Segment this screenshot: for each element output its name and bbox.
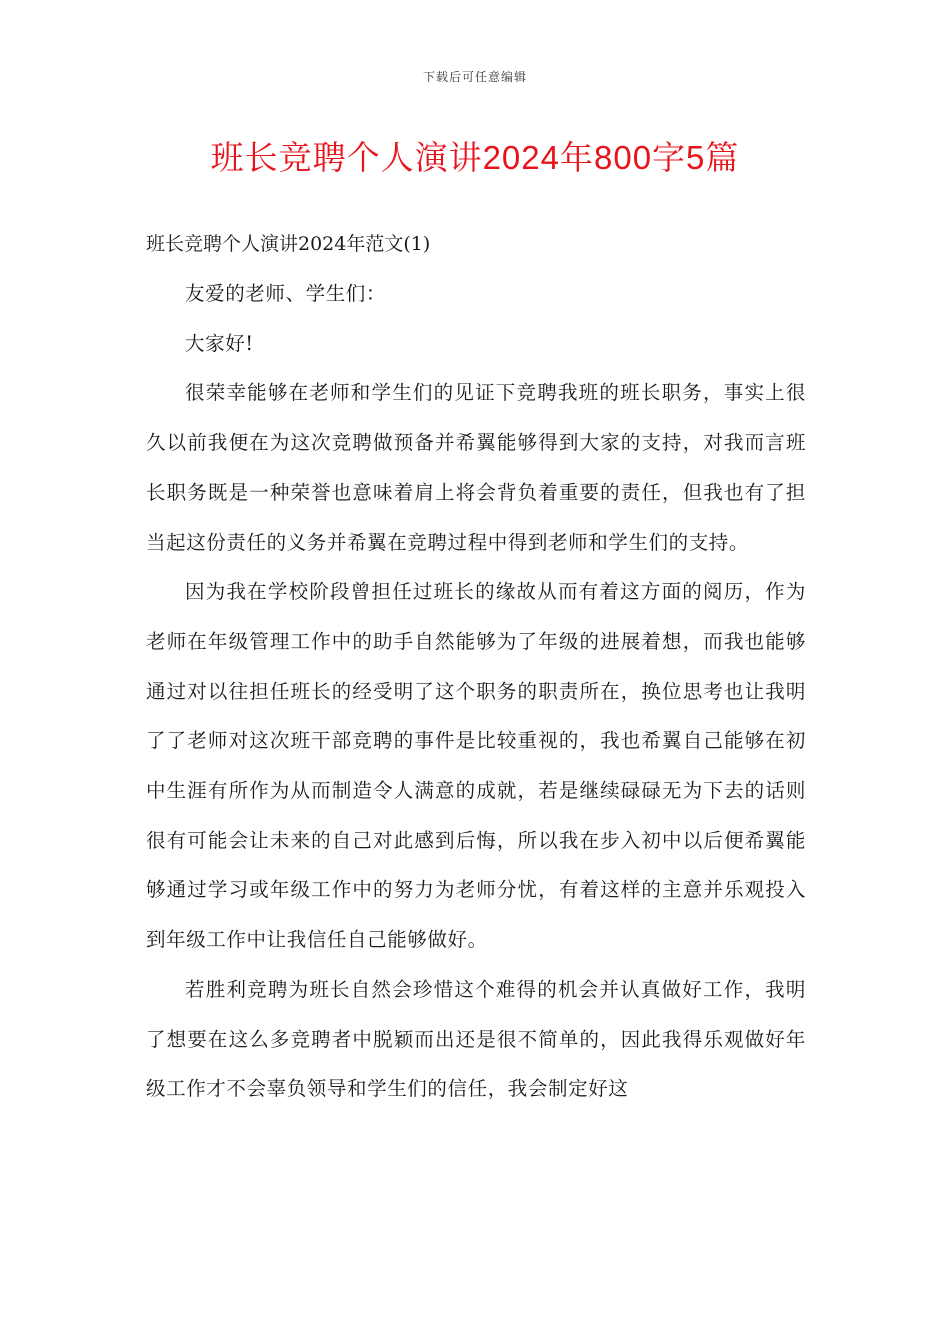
document-body xyxy=(146,228,806,1114)
salutation: 友爱的老师、学生们： xyxy=(185,282,387,305)
greeting: 大家好! xyxy=(185,331,254,355)
header-note: 下载后可任意编辑 xyxy=(422,70,527,84)
paragraph-2: 因为我在学校阶段曾担任过班长的缘故从而有着这方面的阅历，作为老师在年级管理工作中的助手自然能够为了年级的进展着想，而我也能够通过对以往担任班长的经受明了这个职务的职责所在，换位思考也让我明了了老师对这次班干部竞聘的事件是比较重视的，我也希翼自己能够在初中生涯有所作为从而制造令人满意的成就，若是继续碌碌无为下去的话则很有可能会让未来的自己对此感到后悔，所以我在步入初中以后便希翼能够通过学习或年级工作中的努力为老师分忧，有着这样的主意并乐观投入到年级工作中让我信任自己能够做好。 xyxy=(146,580,806,952)
paragraph-1: 很荣幸能够在老师和学生们的见证下竞聘我班的班长职务，事实上很久以前我便在为这次竞聘做预备并希翼能够得到大家的支持，对我而言班长职务既是一种荣誉也意味着肩上将会背负着重要的责任，但我也有了担当起这份责任的义务并希翼在竞聘过程中得到老师和学生们的支持。 xyxy=(146,381,806,554)
section-heading: 班长竞聘个人演讲2024年范文(1) xyxy=(146,233,431,255)
document-title: 班长竞聘个人演讲2024年800字5篇 xyxy=(210,139,740,176)
paragraph-3: 若胜利竞聘为班长自然会珍惜这个难得的机会并认真做好工作，我明了想要在这么多竞聘者中脱颖而出还是很不简单的，因此我得乐观做好年级工作才不会辜负领导和学生们的信任，我会制定好这 xyxy=(146,977,806,1101)
